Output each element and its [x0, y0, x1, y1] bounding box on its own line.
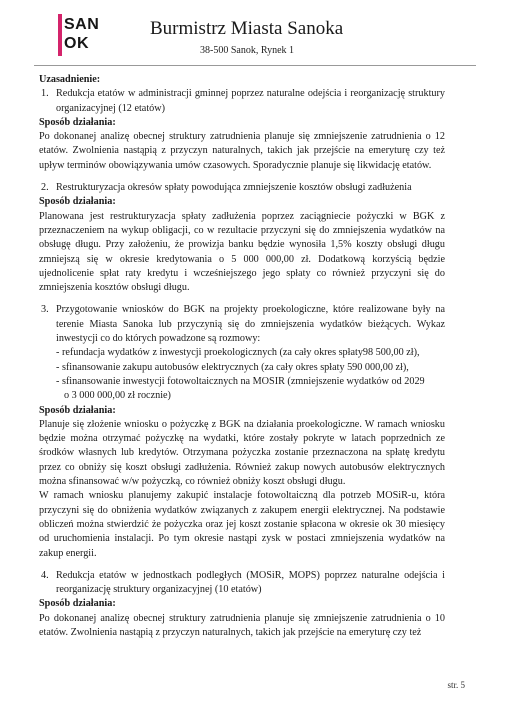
item-body: W ramach wniosku planujemy zakupić instalacje fotowoltaiczną dla potrzeb MOSiR-u, która przyczyni się do obniżenia wydatków związanych z zakupem energii elektrycznej. Na podstawie obliczeń można stwierdzić że pożyczka oraz jej koszt zostanie spłacona w okresie ok 30 miesięcy od uruchomienia instalacji. Po tym okresie nastąpi zysk w postaci zmniejszenia wydatków na zakup energii. [39, 490, 445, 559]
header-divider [34, 65, 476, 66]
letterhead [0, 0, 509, 70]
logo-text-line1: SAN [64, 16, 100, 33]
office-address: 38-500 Sanok, Rynek 1 [200, 45, 295, 56]
method-label: Sposób działania: [39, 598, 116, 610]
item-title: Restrukturyzacja okresów spłaty powodująca zmniejszenie kosztów obsługi zadłużenia [56, 182, 412, 194]
list-item-1 [39, 87, 445, 116]
logo-accent-bar [58, 14, 62, 56]
document-body [39, 73, 445, 640]
item-number: 3. [41, 304, 49, 316]
item-body: Po dokonanej analizę obecnej struktury zatrudnienia planuje się zmniejszenie zatrudnienia o 10 etatów. Zwolnienia nastąpią z przyczyn naturalnych, takich jak przejście na emeryturę czy też [39, 612, 445, 638]
section-title: Uzasadnienie: [39, 74, 101, 85]
investment-bullet: - refundacja wydatków z inwestycji proekologicznych (za cały okres spłaty98 500,00 zł), [56, 347, 420, 359]
investment-bullet: - sfinansowanie zakupu autobusów elektrycznych (za cały okres spłaty 590 000,00 zł), [56, 361, 409, 373]
item-number: 2. [41, 182, 49, 194]
sanok-logo [58, 14, 98, 56]
item-number: 1. [41, 88, 49, 100]
item-body: Planuje się złożenie wniosku o pożyczkę z BGK na działania proekologiczne. W ramach wniosku będzie można otrzymać pożyczkę na wydatki, które zostały pokryte w latach poprzednich ze środków własnych lub kredytów. Otrzymana pożyczka zostanie przeznaczona na spłatę kredytu przez co obniży się koszt obsługi zadłużenia. Również zakup nowych autobusów elektrycznych można sfinansować w/w pożyczką, co również obniży koszt obsługi długu. [39, 418, 445, 488]
item-title: Przygotowanie wniosków do BGK na projekty proekologiczne, które realizowane były na terenie Miasta Sanoka lub przyczynią się do zmniejszenia wydatków bieżących. Wykaz inwestycji co do których powadzone są rozmowy: [56, 304, 445, 345]
logo-text-line2: OK [64, 35, 89, 52]
method-label: Sposób działania: [39, 404, 116, 416]
item-body: Po dokonanej analizę obecnej struktury zatrudnienia planuje się zmniejszenie zatrudnienia o 12 etatów. Zwolnienia nastąpią z przyczyn naturalnych, takich jak przejście na emeryturę czy też upływ terminów obowiązywania umów czasowych. Sporadycznie planuje się likwidację etatów. [39, 131, 445, 171]
investment-bullet-continuation: o 3 000 000,00 zł rocznie) [64, 390, 171, 402]
office-name: Burmistrz Miasta Sanoka [150, 18, 344, 39]
method-label: Sposób działania: [39, 196, 116, 208]
item-title: Redukcja etatów w administracji gminnej poprzez naturalne odejścia i reorganizację struktury organizacyjnej (12 etatów) [56, 88, 445, 114]
item-body: Planowana jest restrukturyzacja spłaty zadłużenia poprzez zaciągniecie pożyczki w BGK z przeznaczeniem na wykup obligacji, co w rezultacie przyczyni się do zmniejszenia wydatków na obsługę długu. Przy założeniu, że prowizja banku będzie wynosiła 1,5% koszty obsługi długu zmniejszą się w okresie kredytowania o 5 000 000,00 zł. Dodatkową korzyścią będzie ujednolicenie spłat raty kredytu i wcześniejszego jego spłaty co również przyczyni się do zmniejszenia kosztów obsługi długu. [39, 210, 445, 294]
list-item-4 [39, 569, 445, 598]
item-number: 4. [41, 569, 49, 581]
page-number: str. 5 [447, 680, 465, 690]
list-item-2 [39, 181, 445, 195]
list-item-3 [39, 303, 445, 346]
item-title: Redukcja etatów w jednostkach podległych (MOSiR, MOPS) poprzez naturalne odejścia i reorganizację struktury organizacyjnej (10 etatów) [56, 569, 445, 596]
investment-bullet: - sfinansowanie inwestycji fotowoltaicznych na MOSIR (zmniejszenie wydatków od 2029 [56, 375, 425, 387]
method-label: Sposób działania: [39, 116, 116, 128]
